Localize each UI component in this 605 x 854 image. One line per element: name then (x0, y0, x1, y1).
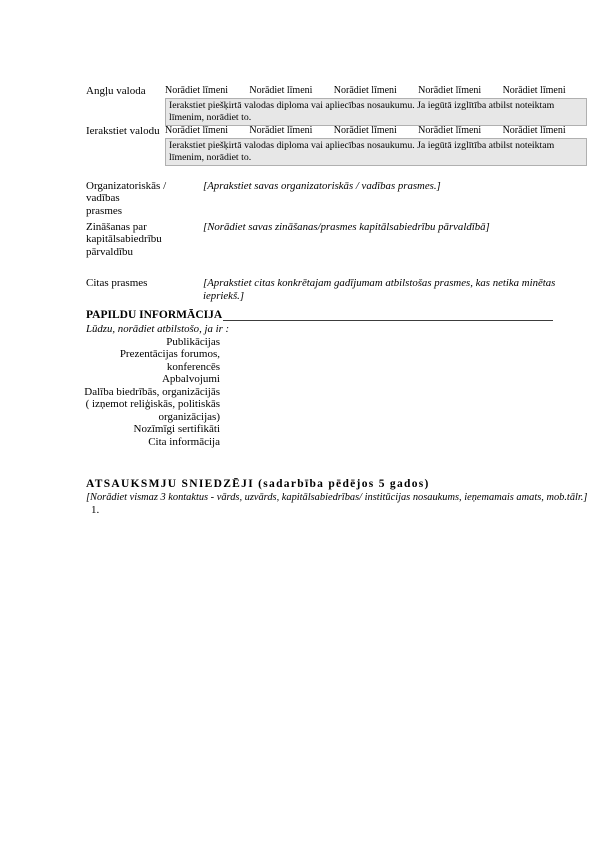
info-item: organizācijas) (158, 410, 220, 423)
skill-label-organizational (86, 180, 201, 217)
skill-label-governance (86, 221, 201, 258)
info-item: Apbalvojumi (161, 373, 220, 386)
skill-label-other (86, 277, 201, 289)
language-diploma-field-2[interactable]: Ierakstiet piešķirtā valodas diploma vai apliecības nosaukumu. Ja iegūtā izglītība atbilst noteiktam līmenim, norādiet to. (165, 138, 587, 166)
heading-underline (223, 319, 553, 321)
info-item: Dalība biedrībās, organizācijās (84, 385, 220, 398)
level-field[interactable]: Norādiet līmeni (502, 125, 566, 136)
level-field[interactable]: Norādiet līmeni (502, 85, 566, 96)
skill-label-line: kapitālsabiedrību (86, 233, 162, 246)
skill-label-line: Zināšanas par (86, 221, 147, 233)
level-field[interactable]: Norādiet līmeni (418, 125, 482, 136)
language-diploma-field-1[interactable]: Ierakstiet piešķirtā valodas diploma vai apliecības nosaukumu. Ja iegūtā izglītība atbilst noteiktam līmenim, norādiet to. (165, 98, 587, 126)
language-label-english: Angļu valoda (86, 85, 146, 97)
additional-info-heading: PAPILDU INFORMĀCIJA (86, 309, 223, 321)
info-item: Publikācijas (166, 336, 220, 348)
skill-label-line: Organizatoriskās / vadības (86, 180, 167, 205)
additional-info-heading-row (86, 309, 553, 322)
skill-label-line: Citas prasmes (86, 277, 148, 289)
language-label-other: Ierakstiet valodu (86, 125, 160, 137)
skill-label-line: pārvaldību (86, 245, 134, 258)
level-field[interactable]: Norādiet līmeni (165, 125, 229, 136)
language-levels-row-1 (165, 85, 587, 97)
level-field[interactable]: Norādiet līmeni (333, 85, 397, 96)
level-field[interactable]: Norādiet līmeni (249, 85, 313, 96)
info-item: Prezentācijas forumos, (119, 348, 220, 361)
info-item: konferencēs (166, 360, 220, 373)
level-field[interactable]: Norādiet līmeni (165, 85, 229, 96)
organizational-skills-field[interactable]: [Aprakstiet savas organizatoriskās / vadības prasmes.] (203, 180, 441, 192)
info-item: ( izņemot reliģiskās, politiskās (85, 398, 220, 411)
references-heading: ATSAUKSMJU SNIEDZĒJI (sadarbība pēdējos 5 gados) (86, 478, 430, 490)
additional-info-list (58, 336, 220, 448)
additional-info-intro: Lūdzu, norādiet atbilstošo, ja ir : (86, 323, 230, 335)
language-levels-row-2 (165, 125, 587, 137)
references-note: [Norādiet vismaz 3 kontaktus - vārds, uzvārds, kapitālsabiedrības/ institūcijas nosaukums, ieņemamais amats, mob.tālr.] (86, 492, 588, 503)
level-field[interactable]: Norādiet līmeni (249, 125, 313, 136)
level-field[interactable]: Norādiet līmeni (418, 85, 482, 96)
level-field[interactable]: Norādiet līmeni (333, 125, 397, 136)
other-skills-field[interactable]: [Aprakstiet citas konkrētajam gadījumam atbilstošas prasmes, kas netika minētas iepriekš.] (203, 277, 556, 302)
info-item: Cita informācija (148, 435, 220, 448)
info-item: Nozīmīgi sertifikāti (133, 423, 220, 436)
skill-label-line: prasmes (86, 204, 123, 217)
governance-knowledge-field[interactable]: [Norādiet savas zināšanas/prasmes kapitālsabiedrību pārvaldībā] (203, 221, 490, 233)
reference-entry-1[interactable]: 1. (91, 504, 100, 516)
